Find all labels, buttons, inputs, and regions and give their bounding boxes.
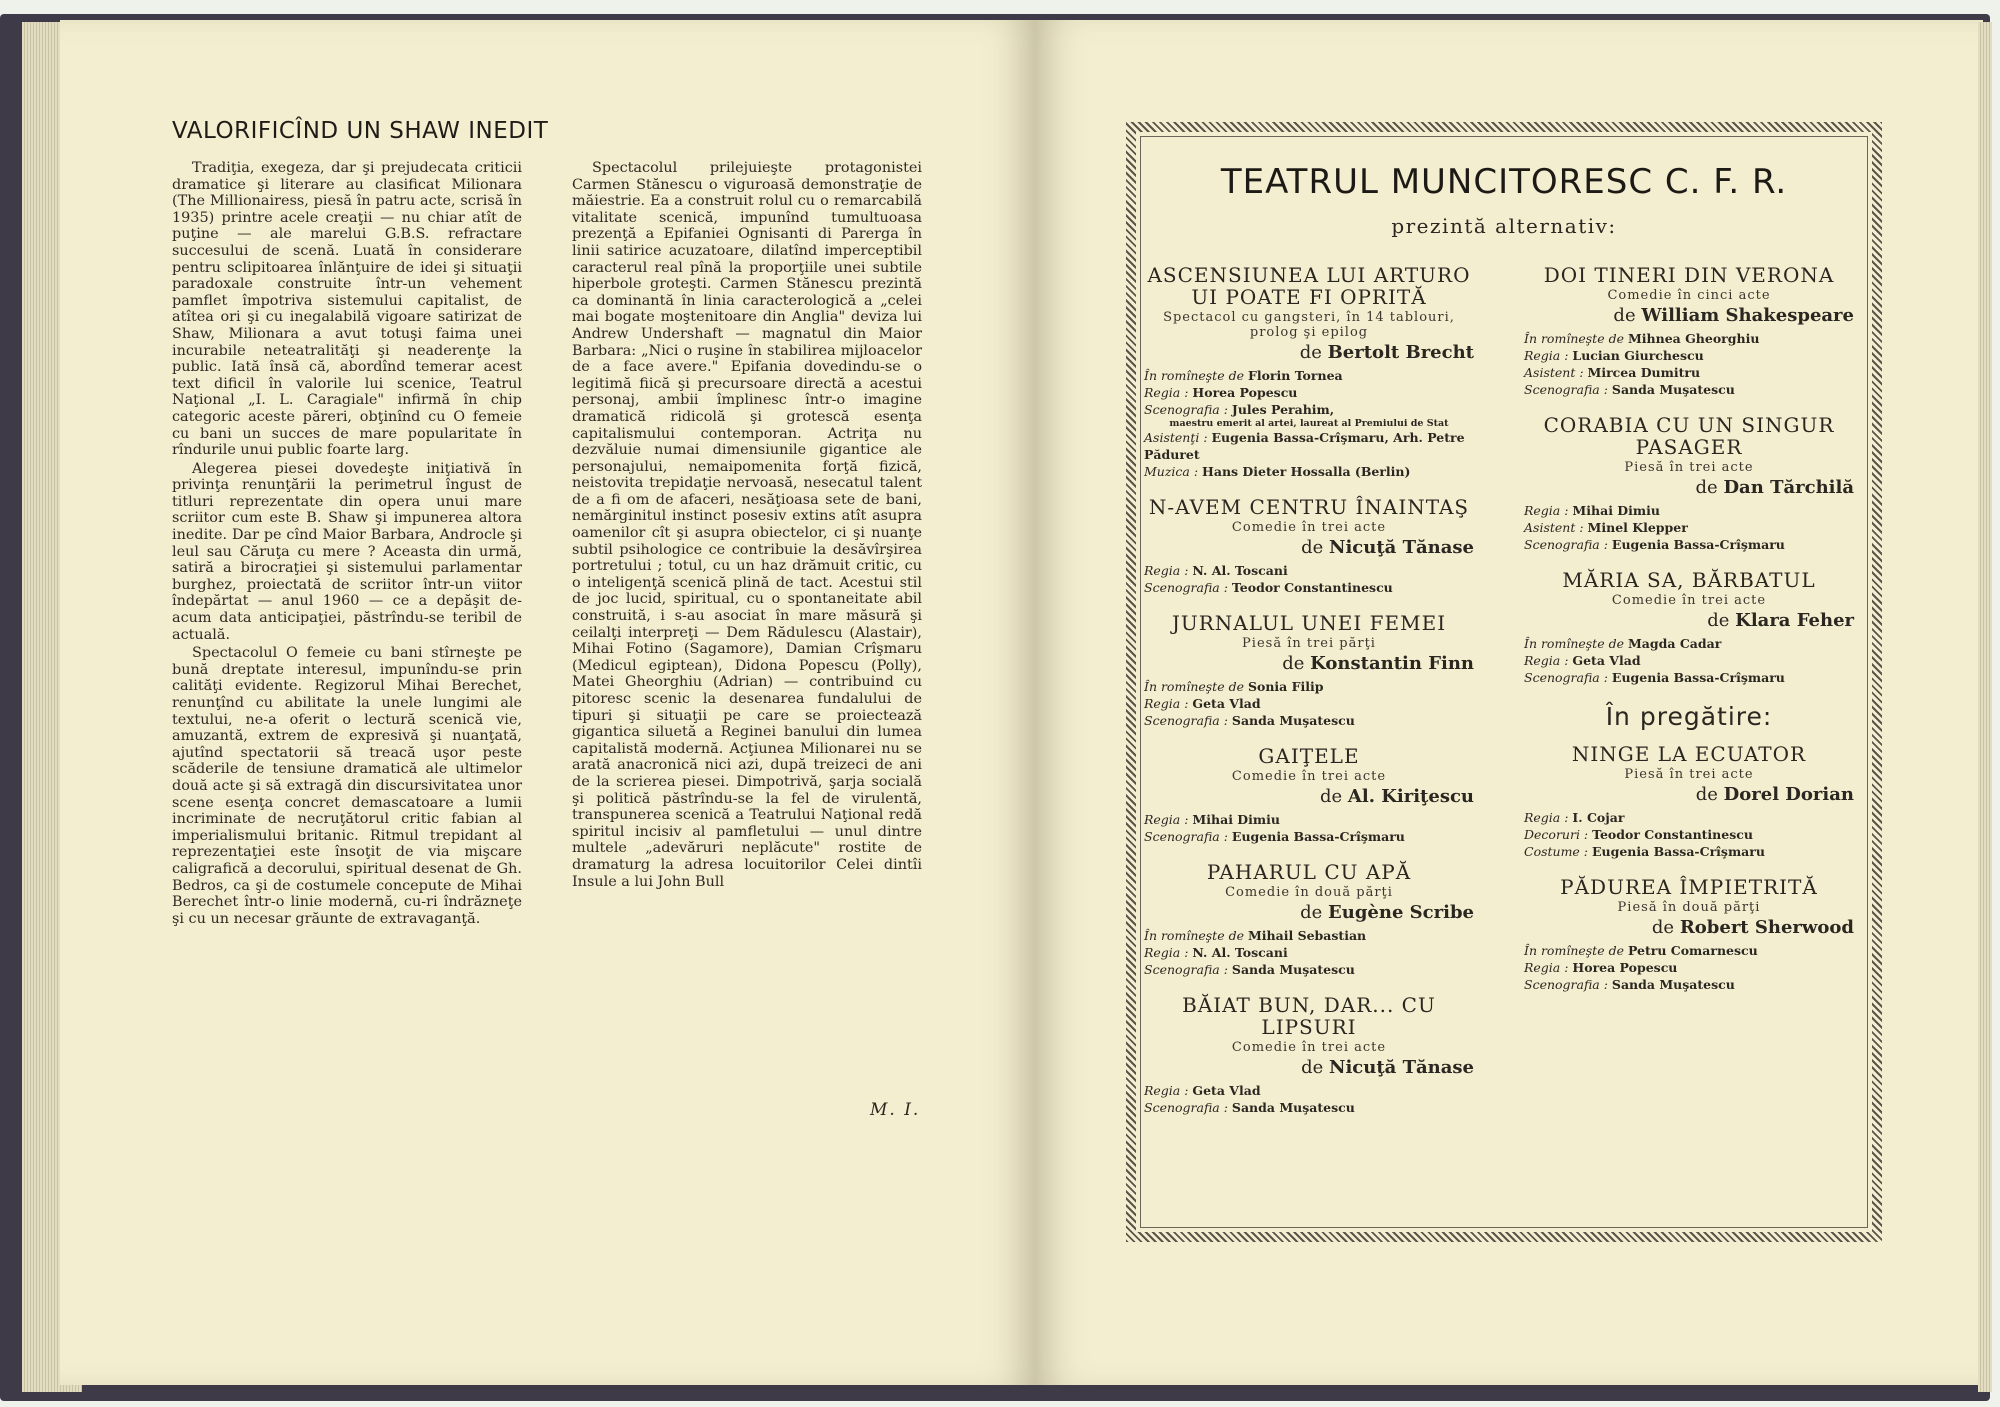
- credit-role: Scenografia :: [1144, 713, 1232, 728]
- credit-line: [1524, 652, 1854, 669]
- play-genre: Comedie în trei acte: [1231, 520, 1387, 535]
- credit-role: În romîneşte de: [1524, 943, 1628, 958]
- author-name: Dorel Dorian: [1723, 784, 1854, 805]
- upcoming-plays: [1524, 743, 1854, 993]
- credit-line: [1144, 463, 1474, 480]
- credit-name: Eugenia Bassa-Crîşmaru: [1231, 829, 1405, 844]
- credit-name: Petru Comarnescu: [1627, 943, 1758, 958]
- credit-line: [1144, 678, 1474, 695]
- plays-column-left: [1144, 264, 1474, 1132]
- credit-name: Eugenia Bassa-Crîşmaru: [1611, 670, 1785, 685]
- credit-line: [1524, 826, 1854, 843]
- author-prefix: de: [1301, 537, 1330, 558]
- credit-name: Horea Popescu: [1192, 385, 1298, 400]
- play-author: [1524, 917, 1854, 938]
- credit-name: N. Al. Toscani: [1192, 563, 1288, 578]
- plays-column-right: [1524, 264, 1854, 1009]
- credit-role: Costume :: [1524, 844, 1592, 859]
- play-author: [1144, 653, 1474, 674]
- article-paragraph: Tradiţia, exegeza, dar şi prejudecata criticii dramatice şi literare au clasificat Milionara (The Millionairess, piesă în patru acte, scrisă în 1935) printre acele creaţii — nu chiar atît de puţine — ale marelui G.B.S. refractare succesului de scenă. Luată în considerare pentru sclipitoarea înlănţuire de idei şi situaţii paradoxale construite într-un vehement pamflet împotriva sistemului capitalist, de atîtea ori şi cu inegalabilă vigoare satirizat de Shaw, Milionara a avut totuşi faima unei incurabile neteatralităţi şi neaderenţe la public. Iată însă că, abordînd temerar acest text dificil în valorile lui scenice, Teatrul Naţional „I. L. Caragiale" infirmă în chip categoric aceste păreri, obţinînd cu O femeie cu bani un succes de mare popularitate în rîndurile unui public foarte larg.: [172, 160, 522, 459]
- play-title: BĂIAT BUN, DAR... CU LIPSURI: [1182, 993, 1436, 1039]
- credit-name: Sanda Muşatescu: [1231, 1100, 1355, 1115]
- theatre-name: TEATRUL MUNCITORESC C. F. R.: [1220, 162, 1788, 202]
- credit-line: [1144, 695, 1474, 712]
- play-genre: Comedie în două părţi: [1225, 885, 1393, 900]
- credit-role: Scenografia :: [1144, 580, 1232, 595]
- credit-line: [1524, 809, 1854, 826]
- credit-role: În romîneşte de: [1144, 679, 1248, 694]
- author-prefix: de: [1613, 305, 1642, 326]
- play-entry: [1524, 414, 1854, 553]
- article-paragraph: Alegerea piesei dovedeşte iniţiativă în privinţa renunţării la perimetrul îngust de titluri reprezentate din opera unui mare scriitor cum este B. Shaw şi impunerea altora inedite. Dar pe cînd Maior Barbara, Androcle şi leul sau Căruţa cu mere ? Aceasta din urmă, satiră a birocraţiei şi sistemului parlamentar burghez, proiectată de scriitor într-un viitor îndepărtat — anul 1960 — ce a depăşit de-acum data anticipaţiei, păstrîndu-se teribil de actuală.: [172, 460, 522, 643]
- play-entry: [1144, 861, 1474, 978]
- credit-line: [1144, 927, 1474, 944]
- play-author: [1144, 342, 1474, 363]
- play-title: ASCENSIUNEA LUI ARTURO UI POATE FI OPRITĂ: [1147, 263, 1471, 309]
- author-prefix: de: [1707, 610, 1736, 631]
- play-title: GAIŢELE: [1258, 744, 1360, 768]
- play-author: [1144, 537, 1474, 558]
- credit-role: Scenografia :: [1144, 1100, 1232, 1115]
- credit-role: Scenografia :: [1144, 962, 1232, 977]
- author-name: Konstantin Finn: [1310, 653, 1474, 674]
- credit-line: [1144, 712, 1474, 729]
- credit-name: Lucian Giurchescu: [1572, 348, 1704, 363]
- article-title: VALORIFICÎND UN SHAW INEDIT: [172, 118, 549, 144]
- play-title: DOI TINERI DIN VERONA: [1543, 263, 1835, 287]
- credit-name: Sanda Muşatescu: [1611, 382, 1735, 397]
- credit-role: Scenografia :: [1144, 402, 1232, 417]
- author-name: Klara Feher: [1735, 610, 1854, 631]
- play-genre: Comedie în trei acte: [1231, 1040, 1387, 1055]
- credit-line: [1144, 562, 1474, 579]
- credit-line: [1524, 976, 1854, 993]
- article-paragraph: Spectacolul prilejuieşte protagonistei Carmen Stănescu o viguroasă demonstraţie de măiestrie. Ea a construit rolul cu o remarcabilă vitalitate scenică, impunînd tumultuoasa prezenţă a Epifaniei Ognisanti di Parerga în linii satirice acuzatoare, dilatînd imperceptibil caracterul real pînă la proporţiile unei subtile hiperbole groteşti. Carmen Stănescu prezintă ca dominantă în linia caracterologică a „celei mai bogate moştenitoare din Anglia" deviza lui Andrew Undershaft — magnatul din Maior Barbara: „Nici o ruşine în stabilirea mijloacelor de a face avere." Epifania dovedindu-se o legitimă fiică şi precursoare directă a acestui personaj, ambii împlinesc într-o imagine dramatică ridicolă şi grotescă esenţa capitalismului contemporan. Actriţa nu dezvăluie numai dimensiunile gigantice ale personajului, nemaipomenita forţă fizică, neistovita trepidaţie nervoasă, nesecatul talent de a fi om de afaceri, nesăţioasa sete de bani, nemărginitul instinct posesiv extins atît asupra oamenilor cît şi asupra obiectelor, ci şi nuanţe subtil psihologice ce contribuie la desăvîrşirea portretului ; totul, cu un haz drămuit critic, cu o inteligenţă scenică plină de tact. Acestui stil de joc lucid, spiritual, cu o spontaneitate abil construită, i s-au asociat în mare măsură şi ceilalţi interpreţi — Dem Rădulescu (Alastair), Mihai Fotino (Sagamore), Damian Crîşmaru (Medicul egiptean), Didona Popescu (Polly), Matei Gheorghiu (Adrian) — contribuind cu pitoresc scenic la desenarea fundalului de tipuri şi situaţii pe care se proiectează gigantica siluetă a Reginei banului din lumea capitalistă modernă. Acţiunea Milionarei nu se arată anacronică nici azi, după treizeci de ani de la scrierea piesei. Dimpotrivă, şarja socială şi politică păstrîndu-se la fel de virulentă, transpunerea scenică a Teatrului Naţional redă spiritul incisiv al pamfletului — unul dintre multele „adevăruri neplăcute" rostite de dramaturg la adresa locuitorilor Celei dintîi Insule a lui John Bull: [572, 160, 922, 890]
- credit-line: [1144, 418, 1474, 429]
- play-genre: Piesă în trei părţi: [1242, 636, 1376, 651]
- author-prefix: de: [1282, 653, 1311, 674]
- credit-role: Regia :: [1144, 945, 1193, 960]
- author-prefix: de: [1299, 342, 1328, 363]
- credit-line: [1524, 364, 1854, 381]
- page-edges-right: [1978, 22, 1992, 1392]
- author-name: Nicuţă Tănase: [1329, 537, 1474, 558]
- credit-role: Regia :: [1524, 653, 1573, 668]
- play-title: NINGE LA ECUATOR: [1571, 742, 1807, 766]
- credit-name: Geta Vlad: [1192, 696, 1261, 711]
- credit-role: Scenografia :: [1524, 537, 1612, 552]
- credit-name: Hans Dieter Hossalla (Berlin): [1202, 464, 1411, 479]
- play-entry: [1524, 569, 1854, 686]
- credit-line: [1144, 811, 1474, 828]
- play-author: [1524, 305, 1854, 326]
- play-entry: [1524, 264, 1854, 398]
- credit-line: [1524, 381, 1854, 398]
- credit-line: [1144, 579, 1474, 596]
- credit-name: Minel Klepper: [1587, 520, 1688, 535]
- credit-name: N. Al. Toscani: [1192, 945, 1288, 960]
- credit-name: I. Cojar: [1572, 810, 1625, 825]
- credit-name: Eugenia Bassa-Crîşmaru: [1611, 537, 1785, 552]
- credit-role: Asistent :: [1524, 365, 1588, 380]
- play-entry: [1144, 612, 1474, 729]
- credit-line: [1524, 942, 1854, 959]
- author-name: Al. Kiriţescu: [1347, 786, 1474, 807]
- play-author: [1144, 1057, 1474, 1078]
- credit-name: Eugenia Bassa-Crîşmaru: [1592, 844, 1765, 859]
- author-prefix: de: [1301, 1057, 1330, 1078]
- credit-name: Eugenia Bassa-Crîşmaru, Arh. Petre Păduret: [1144, 430, 1465, 462]
- author-prefix: de: [1651, 917, 1680, 938]
- credit-role: În romîneşte de: [1524, 331, 1628, 346]
- credit-role: Regia :: [1524, 810, 1573, 825]
- credit-name: Geta Vlad: [1572, 653, 1641, 668]
- playbill: [1126, 122, 1882, 1242]
- play-entry: [1144, 994, 1474, 1116]
- credit-name: Mihai Dimiu: [1192, 812, 1280, 827]
- play-entry: [1144, 496, 1474, 596]
- article-paragraph: Spectacolul O femeie cu bani stîrneşte pe bună dreptate interesul, impunîndu-se prin calităţi evidente. Regizorul Mihai Berechet, renunţînd cu abilitate la unele lungimi ale textului, ne-a oferit o lectură scenică vie, amuzantă, extrem de expresivă şi nuanţată, ajutînd spectatorii să treacă uşor peste scăderile de tensiune dramatică ale ultimelor două acte şi să extragă din discursivitatea unor scene esenţa concret demascatoare a lumii incriminate de necruţătorul critic fabian al imperialismului britanic. Ritmul trepidant al reprezentaţiei este însoţit de via mişcare caligrafică a decorului, spiritual desenat de Gh. Bedros, ca şi de costumele concepute de Mihai Berechet într-o linie modernă, cu-ri îndrăzneţe şi cu un necesar grăunte de extravaganţă.: [172, 645, 522, 927]
- credit-line: [1144, 828, 1474, 845]
- play-author: [1144, 786, 1474, 807]
- credit-role: Scenografia :: [1524, 670, 1612, 685]
- credit-role: Regia :: [1524, 503, 1573, 518]
- credit-line: [1144, 401, 1474, 418]
- credit-role: Asistent :: [1524, 520, 1588, 535]
- credit-line: [1144, 1099, 1474, 1116]
- credit-name: Horea Popescu: [1572, 960, 1678, 975]
- credit-name: Teodor Constantinescu: [1592, 827, 1753, 842]
- credit-line: [1144, 961, 1474, 978]
- credit-line: [1144, 944, 1474, 961]
- credit-role: Regia :: [1524, 348, 1573, 363]
- credit-line: [1524, 330, 1854, 347]
- author-name: William Shakespeare: [1641, 305, 1854, 326]
- author-prefix: de: [1300, 902, 1329, 923]
- credit-line: [1524, 959, 1854, 976]
- credit-name: Sanda Muşatescu: [1611, 977, 1735, 992]
- credit-name: Florin Tornea: [1247, 368, 1343, 383]
- credit-name: Sanda Muşatescu: [1231, 962, 1355, 977]
- article-column-2: [572, 160, 922, 892]
- author-name: Nicuţă Tănase: [1329, 1057, 1474, 1078]
- credit-name: Mihnea Gheorghiu: [1627, 331, 1760, 346]
- presents-line: prezintă alternativ:: [1391, 214, 1617, 238]
- article-signature: M. I.: [870, 1100, 921, 1120]
- play-author: [1524, 784, 1854, 805]
- credit-name: Jules Perahim,: [1231, 402, 1335, 417]
- author-name: Bertolt Brecht: [1327, 342, 1474, 363]
- author-prefix: de: [1320, 786, 1348, 807]
- credit-role: Regia :: [1144, 1083, 1193, 1098]
- credit-role: Regia :: [1144, 385, 1193, 400]
- play-title: CORABIA CU UN SINGUR PASAGER: [1543, 413, 1835, 459]
- credit-line: [1524, 347, 1854, 364]
- play-author: [1524, 477, 1854, 498]
- author-name: Robert Sherwood: [1679, 917, 1854, 938]
- current-plays: [1524, 264, 1854, 686]
- author-prefix: de: [1695, 477, 1724, 498]
- credit-line: [1524, 536, 1854, 553]
- credit-name: Magda Cadar: [1627, 636, 1722, 651]
- play-genre: Spectacol cu gangsteri, în 14 tablouri, prolog şi epilog: [1163, 310, 1455, 340]
- credit-line: [1524, 635, 1854, 652]
- credit-name: maestru emerit al artei, laureat al Premiului de Stat: [1169, 418, 1449, 429]
- credit-name: Mihail Sebastian: [1247, 928, 1367, 943]
- credit-role: Scenografia :: [1524, 382, 1612, 397]
- author-prefix: de: [1695, 784, 1724, 805]
- credit-line: [1524, 843, 1854, 860]
- play-genre: Piesă în două părţi: [1617, 900, 1761, 915]
- play-entry: [1524, 876, 1854, 993]
- credit-line: [1144, 384, 1474, 401]
- credit-line: [1524, 502, 1854, 519]
- credit-line: [1144, 367, 1474, 384]
- play-genre: Comedie în trei acte: [1611, 593, 1767, 608]
- credit-line: [1144, 1082, 1474, 1099]
- credit-role: Scenografia :: [1524, 977, 1612, 992]
- credit-line: [1524, 669, 1854, 686]
- play-author: [1524, 610, 1854, 631]
- credit-line: [1144, 429, 1474, 463]
- author-name: Dan Tărchilă: [1723, 477, 1854, 498]
- credit-line: [1524, 519, 1854, 536]
- article-column-1: [172, 160, 522, 929]
- credit-name: Mircea Dumitru: [1587, 365, 1701, 380]
- play-title: PĂDUREA ÎMPIETRITĂ: [1560, 875, 1818, 899]
- author-name: Eugène Scribe: [1328, 902, 1474, 923]
- credit-name: Mihai Dimiu: [1572, 503, 1660, 518]
- credit-role: În romîneşte de: [1524, 636, 1628, 651]
- play-genre: Comedie în trei acte: [1231, 769, 1387, 784]
- credit-name: Teodor Constantinescu: [1231, 580, 1393, 595]
- credit-name: Sanda Muşatescu: [1231, 713, 1355, 728]
- play-title: MĂRIA SA, BĂRBATUL: [1562, 568, 1816, 592]
- play-title: JURNALUL UNEI FEMEI: [1171, 611, 1447, 635]
- credit-role: În romîneşte de: [1144, 368, 1248, 383]
- credit-role: Regia :: [1524, 960, 1573, 975]
- play-entry: [1144, 745, 1474, 845]
- credit-role: Regia :: [1144, 696, 1193, 711]
- credit-name: Sonia Filip: [1247, 679, 1324, 694]
- play-author: [1144, 902, 1474, 923]
- credit-name: Geta Vlad: [1192, 1083, 1261, 1098]
- play-entry: [1144, 264, 1474, 480]
- credit-role: Asistenţi :: [1144, 430, 1212, 445]
- credit-role: În romîneşte de: [1144, 928, 1248, 943]
- play-title: N-AVEM CENTRU ÎNAINTAŞ: [1148, 495, 1470, 519]
- credit-role: Regia :: [1144, 812, 1193, 827]
- play-genre: Piesă în trei acte: [1624, 460, 1754, 475]
- credit-role: Decoruri :: [1524, 827, 1593, 842]
- play-entry: [1524, 743, 1854, 860]
- in-preparation-heading: În pregătire:: [1605, 702, 1773, 731]
- play-title: PAHARUL CU APĂ: [1206, 860, 1412, 884]
- play-genre: Piesă în trei acte: [1624, 767, 1754, 782]
- credit-role: Scenografia :: [1144, 829, 1232, 844]
- play-genre: Comedie în cinci acte: [1607, 288, 1771, 303]
- credit-role: Regia :: [1144, 563, 1193, 578]
- credit-role: Muzica :: [1144, 464, 1203, 479]
